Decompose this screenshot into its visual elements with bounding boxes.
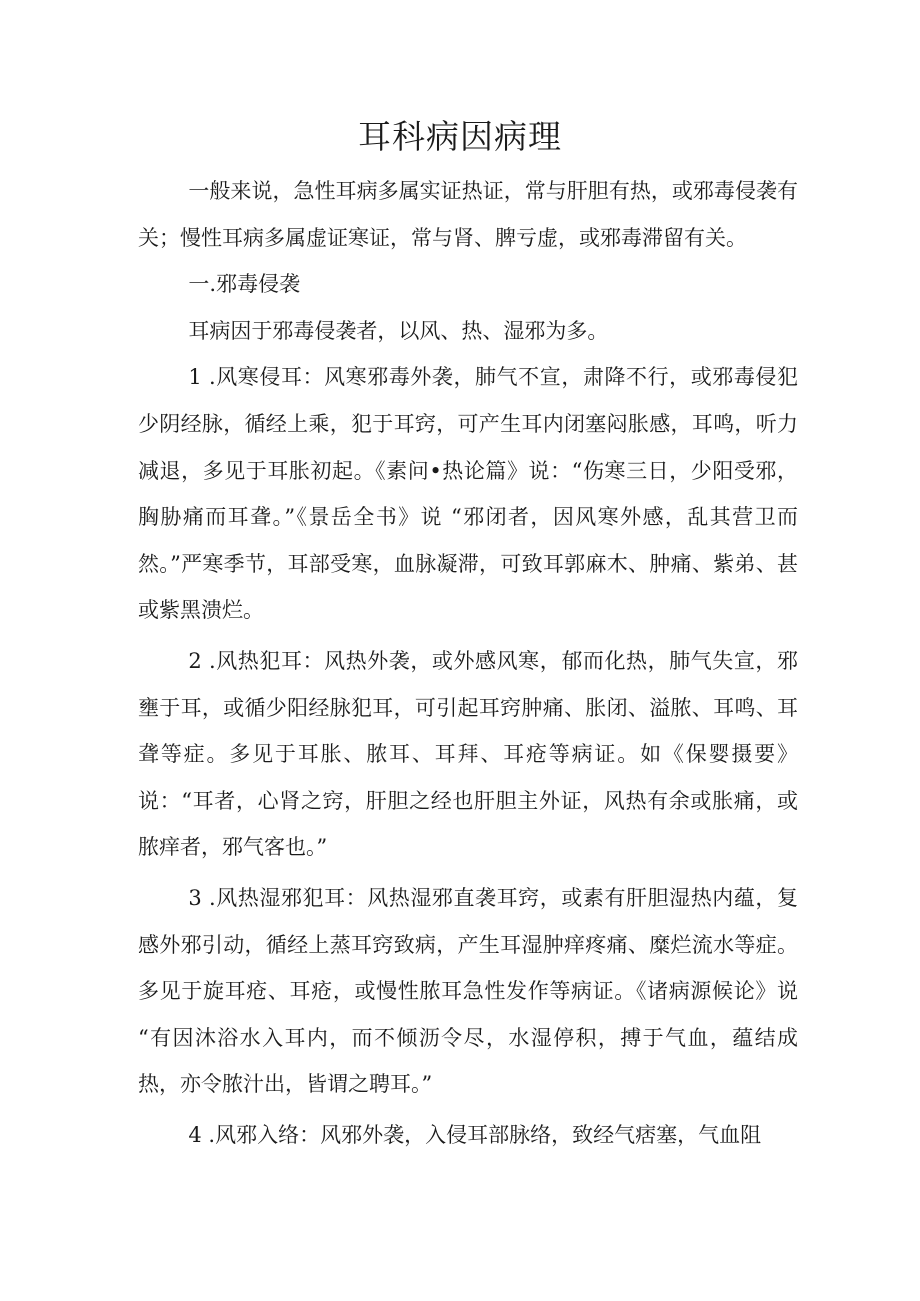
document-body: [138, 168, 798, 1158]
paragraph-item-3: 3 .风热湿邪犯耳：风热湿邪直袭耳窍，或素有肝胆湿热内蕴，复感外邪引动，循经上蒸耳窍致病，产生耳湿肿痒疼痛、糜烂流水等症。多见于旋耳疮、耳疮，或慢性脓耳急性发作等病证。《诸病源候论》说 “有因沐浴水入耳内，而不倾沥令尽，水湿停积，搏于气血，蕴结成热，亦令脓汁出，皆谓之聘耳。”: [138, 885, 798, 1097]
paragraph-summary: 耳病因于邪毒侵袭者，以风、热、湿邪为多。: [188, 318, 609, 343]
paragraph-intro: 一般来说，急性耳病多属实证热证，常与肝胆有热，或邪毒侵袭有关；慢性耳病多属虚证寒证，常与肾、脾亏虚，或邪毒滞留有关。: [138, 179, 798, 250]
paragraph-item-4: 4 .风邪入络：风邪外袭，入侵耳部脉络，致经气痞塞，气血阻: [188, 1122, 762, 1147]
page-title: 耳科病因病理: [358, 117, 562, 156]
paragraph-item-1: 1 .风寒侵耳：风寒邪毒外袭，肺气不宣，肃降不行，或邪毒侵犯少阴经脉，循经上乘，犯于耳窍，可产生耳内闭塞闷胀感，耳鸣，听力减退，多见于耳胀初起。《素问•热论篇》说：“伤寒三日，少阳受邪，胸胁痛而耳聋。”《景岳全书》说 “邪闭者，因风寒外感，乱其营卫而然。”严寒季节，耳部受寒，血脉凝滞，可致耳郭麻木、肿痛、紫弟、甚或紫黑溃烂。: [138, 365, 798, 623]
section-heading: 一.邪毒侵袭: [188, 272, 301, 297]
paragraph-item-2: 2 .风热犯耳：风热外袭，或外感风寒，郁而化热，肺气失宣，邪壅于耳，或循少阳经脉犯耳，可引起耳窍肿痛、胀闭、溢脓、耳鸣、耳聋等症。多见于耳胀、脓耳、耳拜、耳疮等病证。如《保婴摄要》说：“耳者，心肾之窍，肝胆之经也肝胆主外证，风热有余或胀痛，或脓痒者，邪气客也。”: [138, 648, 798, 860]
